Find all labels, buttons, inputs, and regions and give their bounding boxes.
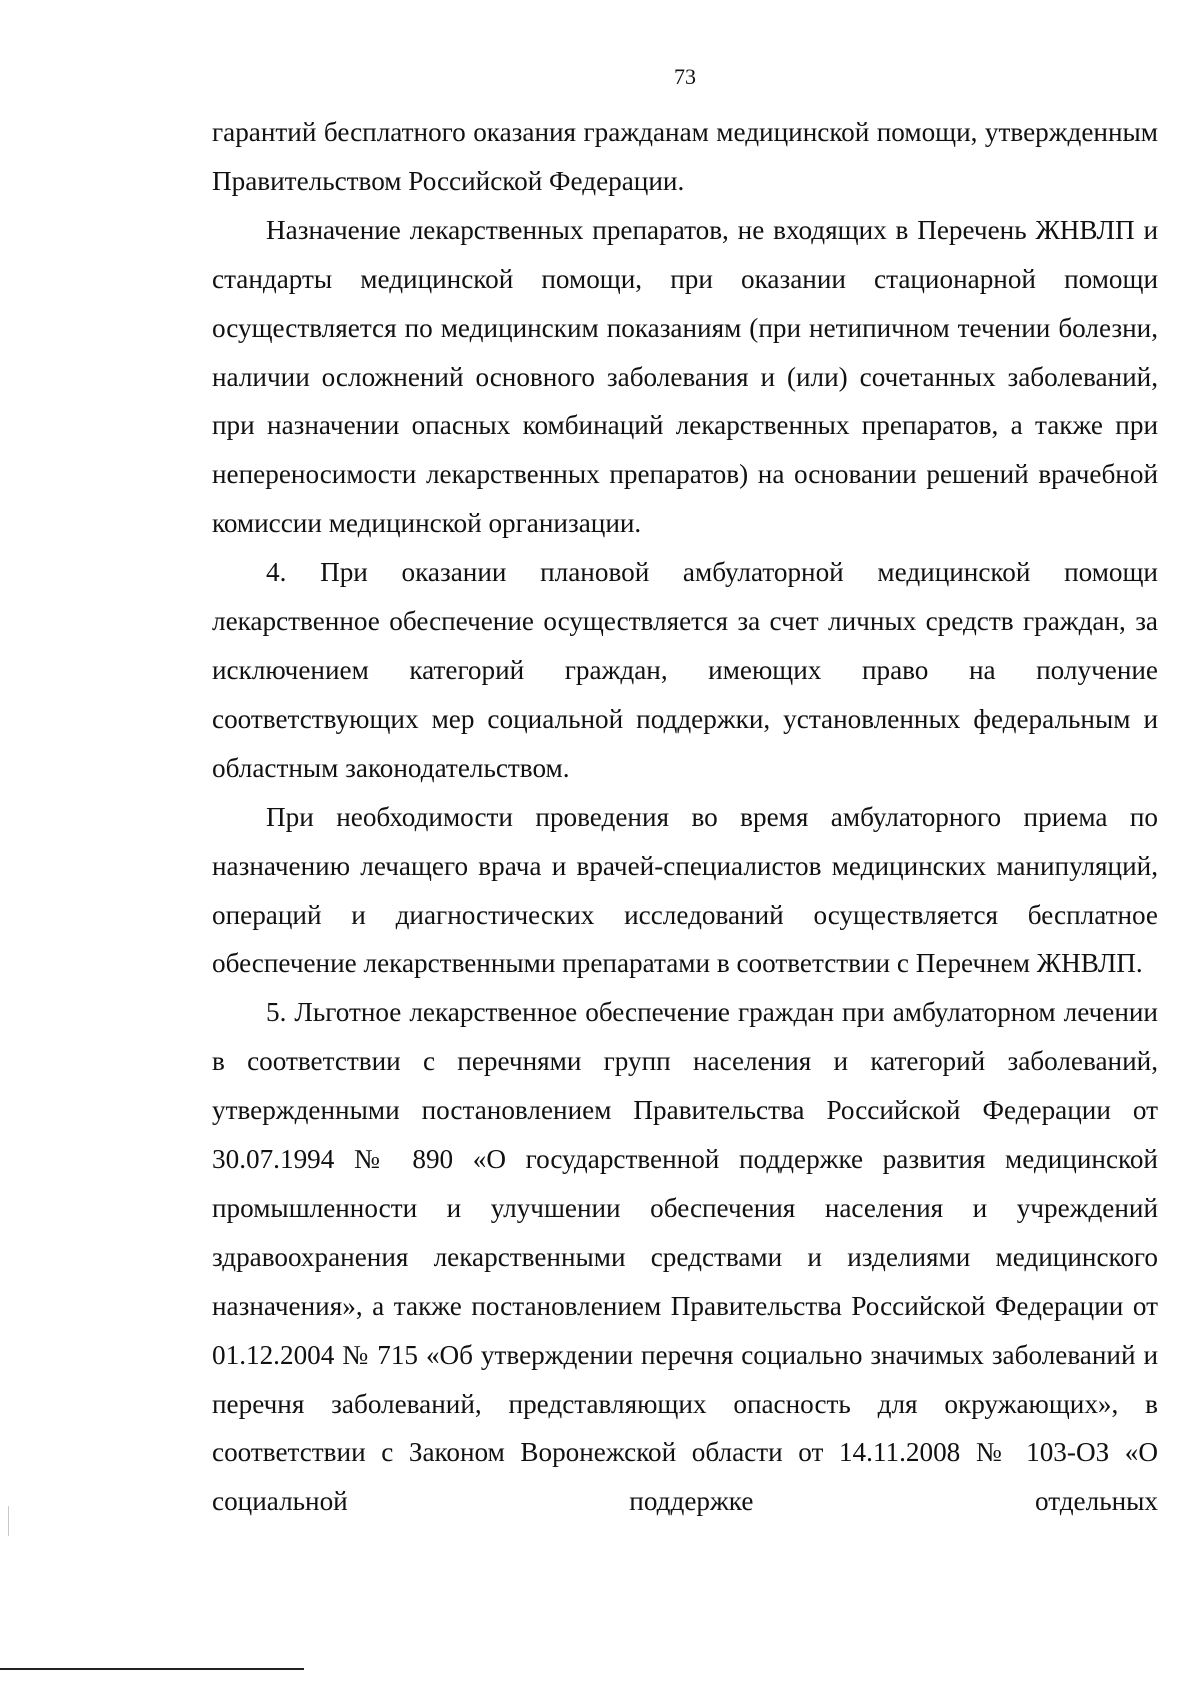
paragraph-continuation: гарантий бесплатного оказания гражданам медицинской помощи, утвержденным Правительством Российской Федерации. — [212, 117, 1158, 196]
paragraph-item-4: 4. При оказании плановой амбулаторной медицинской помощи лекарственное обеспечение осуществляется за счет личных средств граждан, за исключением категорий граждан, имеющих право на получение соответствующих мер социальной поддержки, установленных федеральным и областным законодательством. — [212, 557, 1158, 783]
page-number: 73 — [674, 64, 696, 89]
paragraph-drug-prescription: Назначение лекарственных препаратов, не входящих в Перечень ЖНВЛП и стандарты медицинской помощи, при оказании стационарной помощи осуществляется по медицинским показаниям (при нетипичном течении болезни, наличии осложнений основного заболевания и (или) сочетанных заболеваний, при назначении опасных комбинаций лекарственных препаратов, а также при непереносимости лекарственных препаратов) на основании решений врачебной комиссии медицинской организации. — [212, 214, 1158, 539]
scan-artifact-mark — [8, 1506, 9, 1536]
paragraph-item-5: 5. Льготное лекарственное обеспечение граждан при амбулаторном лечении в соответствии с перечнями групп населения и категорий заболеваний, утвержденными постановлением Правительства Российской Федерации от 30.07.1994 № 890 «О государственной поддержке развития медицинской промышленности и улучшении обеспечения населения и учреждений здравоохранения лекарственными средствами и изделиями медицинского назначения», а также постановлением Правительства Российской Федерации от 01.12.2004 № 715 «Об утверждении перечня социально значимых заболеваний и перечня заболеваний, представляющих опасность для окружающих», в соответствии с Законом Воронежской области от 14.11.2008 № 103-ОЗ «О социальной поддержке отдельных — [212, 997, 1158, 1517]
paragraph-free-provision: При необходимости проведения во время амбулаторного приема по назначению лечащего врача и врачей-специалистов медицинских манипуляций, операций и диагностических исследований осуществляется бесплатное обеспечение лекарственными препаратами в соответствии с Перечнем ЖНВЛП. — [212, 801, 1158, 979]
document-body — [212, 108, 1158, 1526]
footer-rule — [0, 1668, 304, 1670]
